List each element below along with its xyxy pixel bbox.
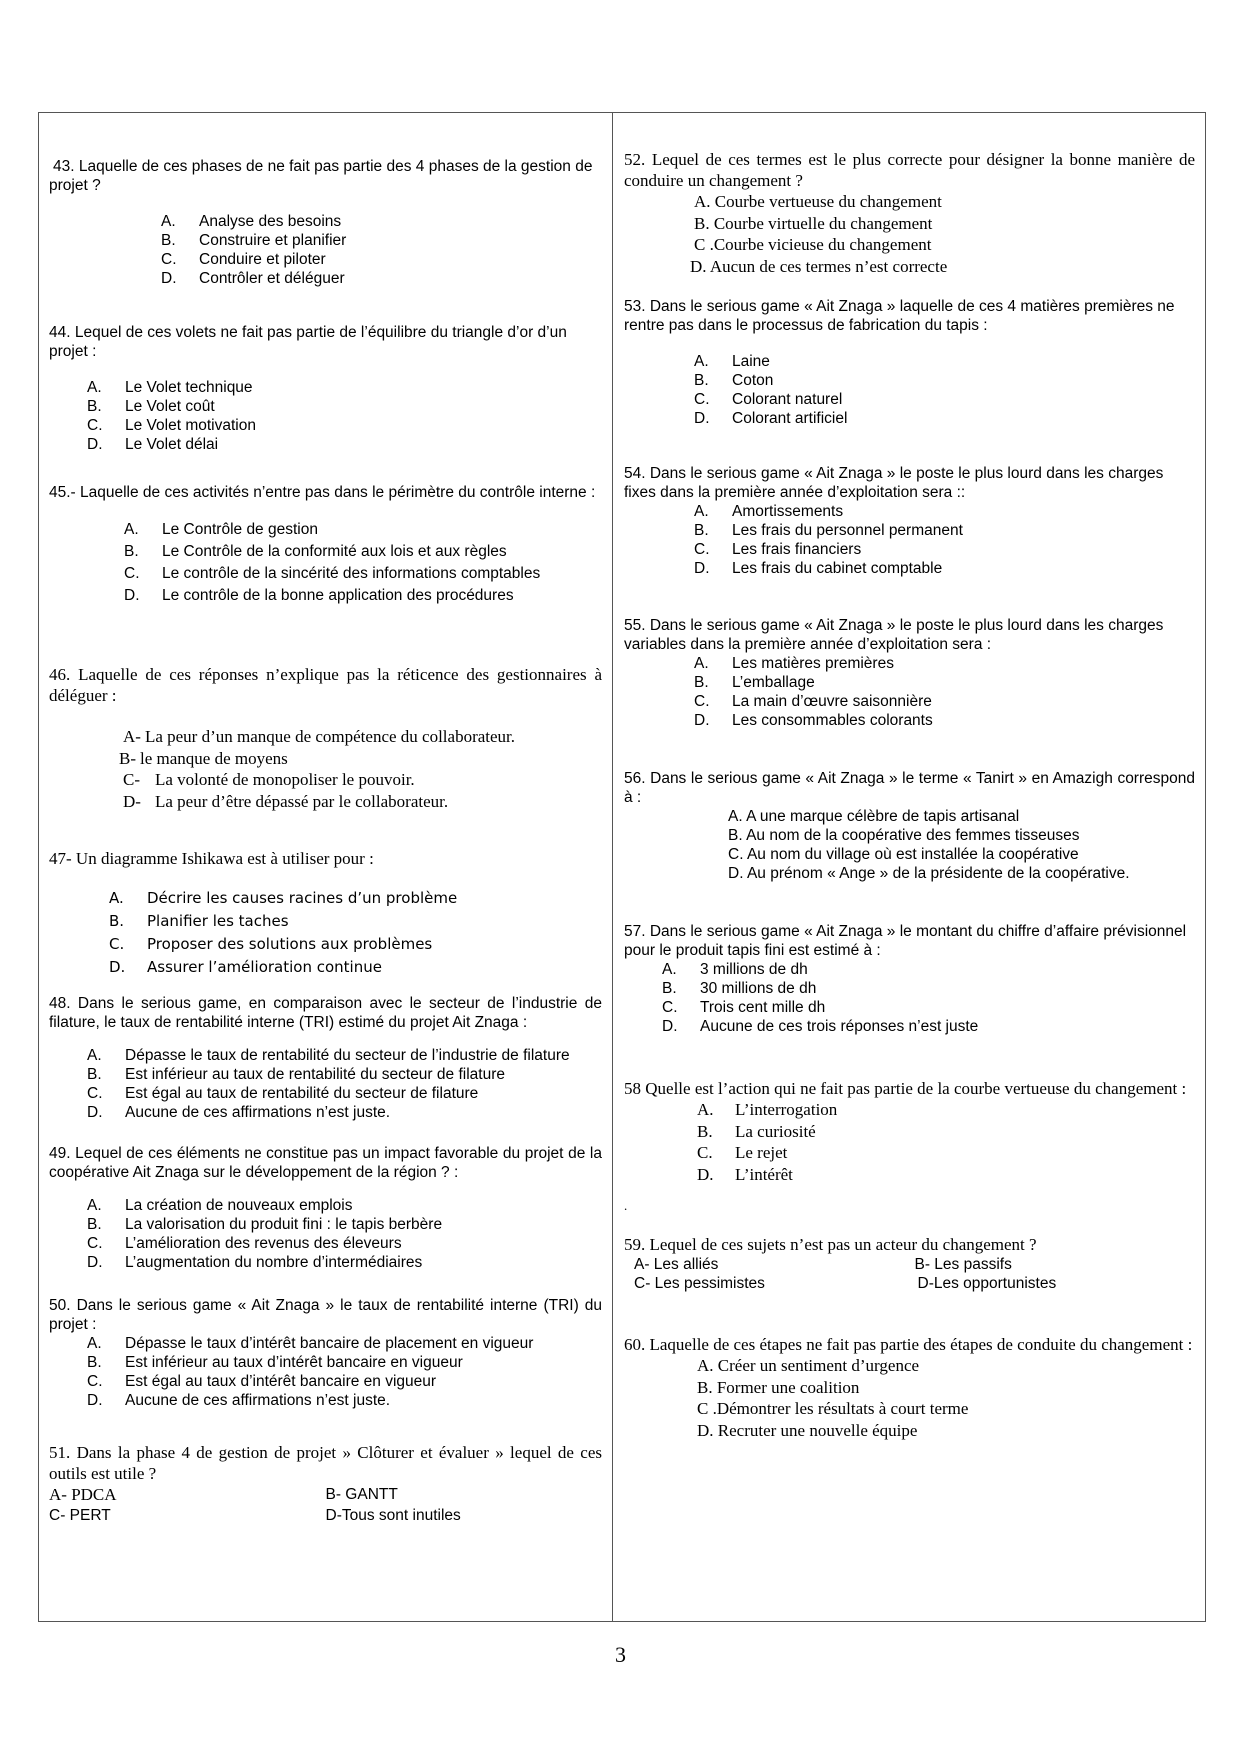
option-a: A. 3 millions de dh [662,961,808,978]
question-44 [49,323,602,453]
option-a: A. Dépasse le taux de rentabilité du secteur de l’industrie de filature [87,1047,570,1064]
question-stem: 44. Lequel de ces volets ne fait pas partie de l’équilibre du triangle d’or d’un projet : [49,324,567,360]
option-d: D. Aucune de ces trois réponses n’est juste [662,1018,979,1035]
option-a: A. Créer un sentiment d’urgence [697,1356,920,1375]
option-a: A. A une marque célèbre de tapis artisanal [728,808,1020,825]
option-b: B. L’emballage [694,674,815,691]
question-43 [49,157,602,291]
question-stem: 54. Dans le serious game « Ait Znaga » le poste le plus lourd dans les charges fixes dans la première année d’exploitation sera :: [624,465,1164,501]
option-a: A. L’interrogation [697,1100,838,1119]
option-grid [49,1484,602,1505]
option-d: D. Les frais du cabinet comptable [694,560,943,577]
option-d: D. Aucune de ces affirmations n’est juste. [87,1392,391,1409]
option-d: D. Le contrôle de la bonne application des procédures [124,587,514,604]
option-a: A- La peur d’un manque de compétence du collaborateur. [123,727,516,746]
option-c: C- PERT [49,1507,111,1524]
option-list [697,1099,1195,1185]
option-list [87,1046,602,1122]
option-c: C- La volonté de monopoliser le pouvoir. [123,770,415,789]
question-stem: 59. Lequel de ces sujets n’est pas un acteur du changement ? [624,1235,1037,1254]
option-b: B. Est inférieur au taux de rentabilité du secteur de filature [87,1066,505,1083]
option-c: C. Les frais financiers [694,541,862,558]
question-stem: 58 Quelle est l’action qui ne fait pas partie de la courbe vertueuse du changement : [624,1079,1187,1098]
option-a: A. Le Contrôle de gestion [124,521,318,538]
question-45 [49,483,602,626]
page-number: 3 [615,1642,626,1667]
option-d: D. Recruter une nouvelle équipe [697,1420,918,1440]
option-a: A- Les alliés [634,1256,719,1273]
question-stem: 55. Dans le serious game « Ait Znaga » le poste le plus lourd dans les charges variables dans la première année d’exploitation sera : [624,617,1164,653]
option-b: B- Les passifs [914,1256,1012,1273]
question-46 [49,664,602,814]
question-stem: 47- Un diagramme Ishikawa est à utiliser pour : [49,849,374,868]
option-c: C. Est égal au taux d’intérêt bancaire en vigueur [87,1373,437,1390]
option-c: C. Conduire et piloter [161,251,326,268]
question-stem: 43. Laquelle de ces phases de ne fait pas partie des 4 phases de la gestion de projet ? [49,158,593,194]
option-d: D. Contrôler et déléguer [161,270,345,287]
question-47 [49,848,602,994]
option-list [697,1355,1195,1441]
option-d: D. Aucun de ces termes n’est correcte [690,256,948,276]
option-d: D- La peur d’être dépassé par le collaborateur. [123,791,449,811]
question-stem: 52. Lequel de ces termes est le plus correcte pour désigner la bonne manière de conduire un changement ? [624,150,1195,190]
option-c: C. La main d’œuvre saisonnière [694,693,932,710]
option-a: A. Le Volet technique [87,379,253,396]
option-a: A. Amortissements [694,503,844,520]
option-b: B. Planifier les taches [109,912,289,930]
option-d: D. Aucune de ces affirmations n’est juste. [87,1104,391,1121]
option-grid [624,1255,1195,1274]
question-stem: 51. Dans la phase 4 de gestion de projet » Clôturer et évaluer » lequel de ces outils est utile ? [49,1443,602,1483]
column-divider [612,113,613,1621]
option-a: A- PDCA [49,1485,117,1504]
page-frame [38,112,1206,1622]
question-52 [624,149,1195,297]
option-a: A. Dépasse le taux d’intérêt bancaire de placement en vigueur [87,1335,534,1352]
question-stem: 45.- Laquelle de ces activités n’entre pas dans le périmètre du contrôle interne : [49,484,596,501]
question-48 [49,994,602,1144]
option-c: C- Les pessimistes [634,1275,765,1292]
option-list [119,726,602,812]
option-d: D. L’augmentation du nombre d’intermédiaires [87,1254,423,1271]
trailing-mark: . [624,1198,628,1213]
option-list [694,352,1195,428]
option-b: B. Est inférieur au taux d’intérêt bancaire en vigueur [87,1354,463,1371]
question-stem: 56. Dans le serious game « Ait Znaga » le terme « Tanirt » en Amazigh correspond à : [624,770,1195,806]
option-list [690,191,1195,277]
question-57 [624,922,1195,1078]
question-stem: 50. Dans le serious game « Ait Znaga » le taux de rentabilité interne (TRI) du projet : [49,1297,602,1333]
option-d: D. Les consommables colorants [694,712,933,729]
option-b: B. 30 millions de dh [662,980,817,997]
option-a: A. Les matières premières [694,655,894,672]
option-grid [624,1274,1195,1293]
option-c: C. Trois cent mille dh [662,999,826,1016]
option-list [87,1334,602,1410]
option-list [109,887,602,979]
option-list [662,960,1195,1036]
option-c: C. Le rejet [697,1143,788,1162]
option-list [87,378,602,454]
option-c: C .Courbe vicieuse du changement [694,235,932,254]
option-list [87,1196,602,1272]
option-d: D-Les opportunistes [917,1275,1057,1292]
option-b: B- GANTT [325,1486,398,1503]
option-list [728,807,1195,883]
option-list [161,212,602,288]
question-60 [624,1334,1195,1441]
option-c: C. Le Volet motivation [87,417,256,434]
option-c: C. L’amélioration des revenus des éleveurs [87,1235,402,1252]
right-column [614,113,1205,1621]
option-list [694,502,1195,578]
option-c: C. Est égal au taux de rentabilité du secteur de filature [87,1085,479,1102]
question-58 [624,1078,1195,1234]
option-c: C. Proposer des solutions aux problèmes [109,935,433,953]
question-54 [624,464,1195,616]
question-stem: 46. Laquelle de ces réponses n’explique pas la réticence des gestionnaires à déléguer : [49,665,602,705]
option-b: B. Les frais du personnel permanent [694,522,963,539]
option-d: D. Colorant artificiel [694,410,848,427]
option-b: B. Coton [694,372,774,389]
option-b: B. Le Volet coût [87,398,215,415]
option-c: C. Au nom du village où est installée la coopérative [728,846,1079,863]
question-56 [624,769,1195,922]
option-a: A. Courbe vertueuse du changement [694,192,942,211]
option-b: B. La curiosité [697,1121,816,1141]
option-d: D. Au prénom « Ange » de la présidente de la coopérative. [728,865,1130,882]
option-grid [49,1505,602,1526]
option-a: A. Analyse des besoins [161,213,342,230]
question-49 [49,1144,602,1296]
option-b: B. La valorisation du produit fini : le tapis berbère [87,1216,443,1233]
option-b: B. Former une coalition [697,1377,860,1397]
option-d: D. L’intérêt [697,1164,793,1184]
question-stem: 48. Dans le serious game, en comparaison avec le secteur de l’industrie de filature, le taux de rentabilité interne (TRI) estimé du projet Ait Znaga : [49,995,602,1031]
option-list [694,654,1195,730]
option-a: A. Laine [694,353,770,370]
question-stem: 53. Dans le serious game « Ait Znaga » laquelle de ces 4 matières premières ne rentre pas dans le processus de fabrication du tapis : [624,298,1175,334]
option-b: B- le manque de moyens [119,748,288,768]
option-b: B. Construire et planifier [161,232,347,249]
option-a: A. La création de nouveaux emplois [87,1197,353,1214]
option-d: D. Le Volet délai [87,436,219,453]
question-stem: 49. Lequel de ces éléments ne constitue pas un impact favorable du projet de la coopérative Ait Znaga sur le développement de la région ? : [49,1145,602,1181]
question-stem: 57. Dans le serious game « Ait Znaga » le montant du chiffre d’affaire prévisionnel pour le produit tapis fini est estimé à : [624,923,1187,959]
option-a: A. Décrire les causes racines d’un problème [109,889,458,907]
option-list [124,519,602,607]
option-d: D. Assurer l’amélioration continue [109,958,382,976]
option-d: D-Tous sont inutiles [325,1507,461,1524]
option-c: C .Démontrer les résultats à court terme [697,1399,969,1418]
question-59 [624,1234,1195,1334]
option-b: B. Au nom de la coopérative des femmes tisseuses [728,827,1080,844]
question-55 [624,616,1195,769]
question-50 [49,1296,602,1442]
question-51 [49,1442,602,1526]
option-c: C. Le contrôle de la sincérité des informations comptables [124,565,541,582]
question-stem: 60. Laquelle de ces étapes ne fait pas partie des étapes de conduite du changement : [624,1335,1193,1354]
option-b: B. Courbe virtuelle du changement [694,213,933,233]
left-column [39,113,612,1621]
option-c: C. Colorant naturel [694,391,843,408]
question-53 [624,297,1195,464]
option-b: B. Le Contrôle de la conformité aux lois et aux règles [124,543,507,560]
